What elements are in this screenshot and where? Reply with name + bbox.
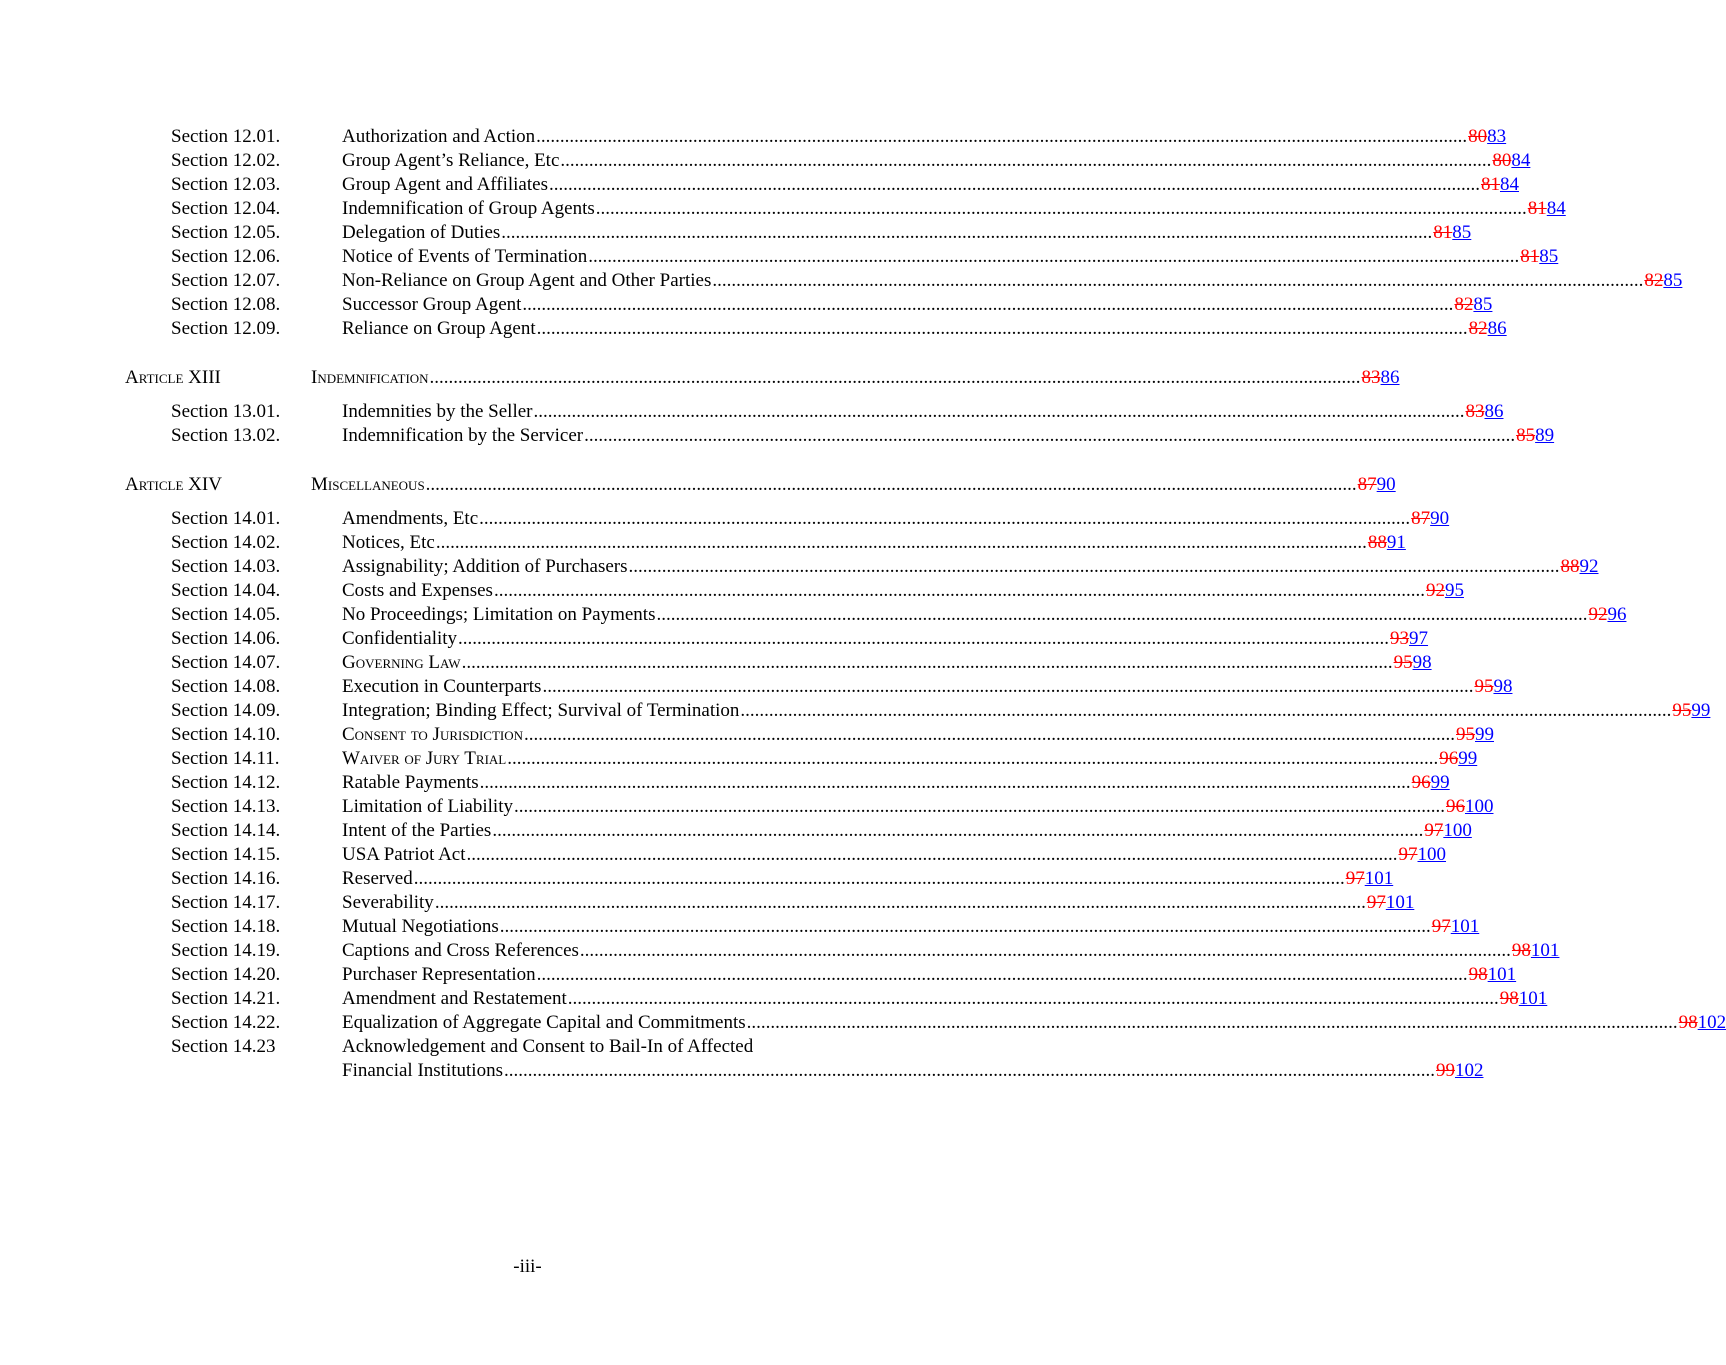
section-number: Section 14.17.	[171, 892, 281, 913]
inserted-page-link[interactable]: 99	[1458, 748, 1478, 769]
deleted-page-number: 99	[1435, 1060, 1455, 1081]
page-reference	[1528, 197, 1566, 221]
toc-entry-title: Indemnities by the Seller	[342, 401, 533, 422]
deleted-page-number: 97	[1345, 868, 1365, 889]
section-row	[0, 627, 1429, 651]
toc-entry-title: Captions and Cross References	[342, 940, 579, 961]
section-number: Section 12.06.	[171, 246, 281, 267]
section-number: Section 14.13.	[171, 796, 281, 817]
toc-entry-title: Successor Group Agent	[342, 294, 522, 315]
deleted-page-number: 96	[1411, 772, 1431, 793]
inserted-page-link[interactable]: 85	[1663, 270, 1683, 291]
inserted-page-link[interactable]: 99	[1430, 772, 1450, 793]
page-reference	[1426, 579, 1464, 603]
section-row	[0, 819, 1472, 843]
section-row	[0, 843, 1447, 867]
deleted-page-number: 98	[1678, 1012, 1698, 1033]
toc-entry-title: Indemnification	[311, 367, 429, 388]
toc-entry[interactable]	[342, 771, 1450, 795]
section-number: Section 13.02.	[171, 425, 281, 446]
inserted-page-link[interactable]: 89	[1535, 425, 1555, 446]
page-reference	[1672, 699, 1710, 723]
toc-entry-title: Delegation of Duties	[342, 222, 501, 243]
page-reference	[1469, 963, 1517, 987]
section-row	[0, 675, 1513, 699]
deleted-page-number: 88	[1367, 532, 1387, 553]
dot-leader: ....................................................................................................................................................................................................	[461, 652, 1393, 673]
toc-entry[interactable]	[342, 891, 1415, 915]
toc-entry[interactable]	[342, 795, 1494, 819]
page-number: -iii-	[513, 1256, 542, 1277]
inserted-page-link[interactable]: 100	[1443, 820, 1472, 841]
inserted-page-link[interactable]: 85	[1473, 294, 1493, 315]
section-number: Section 14.20.	[171, 964, 281, 985]
toc-entry[interactable]	[342, 915, 1480, 939]
toc-entry[interactable]	[342, 579, 1464, 603]
toc-entry-title: Indemnification by the Servicer	[342, 425, 584, 446]
toc-entry[interactable]	[342, 531, 1406, 555]
toc-entry-title: USA Patriot Act	[342, 844, 466, 865]
section-row	[0, 555, 1599, 579]
deleted-page-number: 81	[1480, 174, 1500, 195]
inserted-page-link[interactable]: 92	[1579, 556, 1599, 577]
section-row	[0, 221, 1472, 245]
inserted-page-link[interactable]: 101	[1450, 916, 1480, 937]
toc-entry-title: Governing Law	[342, 652, 461, 673]
dot-leader: ....................................................................................................................................................................................................	[425, 474, 1357, 495]
inserted-page-link[interactable]: 90	[1376, 474, 1396, 495]
dot-leader: ....................................................................................................................................................................................................	[492, 820, 1424, 841]
deleted-page-number: 95	[1672, 700, 1692, 721]
dot-leader: ....................................................................................................................................................................................................	[522, 294, 1454, 315]
dot-leader: ....................................................................................................................................................................................................	[429, 367, 1361, 388]
dot-leader: ....................................................................................................................................................................................................	[656, 604, 1588, 625]
deleted-page-number: 83	[1361, 367, 1381, 388]
toc-entry[interactable]	[342, 245, 1559, 269]
deleted-page-number: 97	[1366, 892, 1386, 913]
toc-entry[interactable]	[342, 963, 1517, 987]
dot-leader: ....................................................................................................................................................................................................	[560, 150, 1492, 171]
toc-entry-title: Integration; Binding Effect; Survival of Termination	[342, 700, 740, 721]
dot-leader: ....................................................................................................................................................................................................	[493, 580, 1425, 601]
dot-leader: ....................................................................................................................................................................................................	[628, 556, 1560, 577]
section-number: Section 14.07.	[171, 652, 281, 673]
toc-entry[interactable]	[342, 424, 1555, 448]
deleted-page-number: 98	[1499, 988, 1519, 1009]
toc-entry[interactable]	[342, 627, 1429, 651]
inserted-page-link[interactable]: 90	[1430, 508, 1450, 529]
page-reference	[1465, 400, 1503, 424]
toc-entry-title: Authorization and Action	[342, 126, 536, 147]
deleted-page-number: 98	[1468, 964, 1488, 985]
section-row	[0, 723, 1494, 747]
page-reference	[1469, 317, 1507, 341]
section-number: Section 14.23	[171, 1036, 276, 1057]
dot-leader: ....................................................................................................................................................................................................	[579, 940, 1511, 961]
dot-leader: ....................................................................................................................................................................................................	[542, 676, 1474, 697]
page-reference	[1644, 269, 1682, 293]
section-number: Section 14.16.	[171, 868, 281, 889]
toc-entry[interactable]	[342, 293, 1493, 317]
deleted-page-number: 85	[1516, 425, 1536, 446]
toc-entry[interactable]	[342, 1011, 1726, 1035]
inserted-page-link[interactable]: 96	[1607, 604, 1627, 625]
page-reference	[1588, 603, 1626, 627]
toc-entry-title: Assignability; Addition of Purchasers	[342, 556, 628, 577]
inserted-page-link[interactable]: 98	[1493, 676, 1513, 697]
toc-entry-title: Mutual Negotiations	[342, 916, 499, 937]
section-number: Section 14.12.	[171, 772, 281, 793]
toc-entry-title: Group Agent and Affiliates	[342, 174, 548, 195]
deleted-page-number: 82	[1644, 270, 1664, 291]
inserted-page-link[interactable]: 84	[1499, 174, 1519, 195]
section-number: Section 12.08.	[171, 294, 281, 315]
toc-entry-title-line: Acknowledgement and Consent to Bail-In of Affected	[342, 1036, 754, 1057]
toc-entry-title: Amendment and Restatement	[342, 988, 567, 1009]
toc-entry[interactable]	[311, 473, 1396, 497]
dot-leader: ....................................................................................................................................................................................................	[533, 401, 1465, 422]
page-reference	[1368, 531, 1406, 555]
page-reference	[1362, 366, 1400, 390]
section-row	[0, 915, 1480, 939]
toc-entry[interactable]	[342, 317, 1507, 341]
toc-entry[interactable]	[342, 507, 1450, 531]
section-row	[0, 651, 1432, 675]
section-row	[0, 317, 1507, 341]
section-number: Section 14.14.	[171, 820, 281, 841]
dot-leader: ....................................................................................................................................................................................................	[740, 700, 1672, 721]
dot-leader: ....................................................................................................................................................................................................	[584, 425, 1516, 446]
page-reference	[1512, 939, 1560, 963]
toc-entry[interactable]	[342, 867, 1394, 891]
toc-entry-title: Notice of Events of Termination	[342, 246, 588, 267]
deleted-page-number: 87	[1357, 474, 1377, 495]
dot-leader: ....................................................................................................................................................................................................	[413, 868, 1345, 889]
dot-leader: ....................................................................................................................................................................................................	[524, 724, 1455, 745]
inserted-page-link[interactable]: 102	[1697, 1012, 1726, 1033]
toc-entry[interactable]	[342, 651, 1432, 675]
section-number: Section 14.21.	[171, 988, 281, 1009]
dot-leader: ....................................................................................................................................................................................................	[567, 988, 1499, 1009]
deleted-page-number: 95	[1393, 652, 1413, 673]
deleted-page-number: 80	[1492, 150, 1512, 171]
toc-entry[interactable]	[342, 269, 1683, 293]
toc-entry-title: Reserved	[342, 868, 413, 889]
section-row	[0, 603, 1627, 627]
deleted-page-number: 97	[1398, 844, 1418, 865]
deleted-page-number: 82	[1454, 294, 1474, 315]
section-row	[0, 293, 1493, 317]
page-reference	[1394, 651, 1432, 675]
page-reference	[1481, 173, 1519, 197]
toc-entry-title: Execution in Counterparts	[342, 676, 542, 697]
section-number: Section 14.09.	[171, 700, 281, 721]
page-reference	[1432, 915, 1480, 939]
section-row	[0, 245, 1559, 269]
toc-entry[interactable]	[342, 675, 1513, 699]
inserted-page-link[interactable]: 102	[1454, 1060, 1484, 1081]
dot-leader: ....................................................................................................................................................................................................	[503, 1060, 1435, 1081]
toc-entry[interactable]	[342, 723, 1494, 747]
dot-leader: ....................................................................................................................................................................................................	[548, 174, 1480, 195]
toc-entry-title: Non-Reliance on Group Agent and Other Parties	[342, 270, 712, 291]
deleted-page-number: 80	[1468, 126, 1488, 147]
inserted-page-link[interactable]: 101	[1518, 988, 1548, 1009]
toc-entry[interactable]	[342, 221, 1472, 245]
inserted-page-link[interactable]: 97	[1409, 628, 1429, 649]
page-reference	[1516, 424, 1554, 448]
section-number: Section 12.01.	[171, 126, 281, 147]
toc-entry[interactable]	[342, 603, 1627, 627]
page-reference	[1390, 627, 1428, 651]
section-number: Section 13.01.	[171, 401, 281, 422]
section-number: Section 14.10.	[171, 724, 281, 745]
page-reference	[1346, 867, 1394, 891]
toc-entry[interactable]	[342, 747, 1478, 771]
section-number: Section 14.04.	[171, 580, 281, 601]
dot-leader: ....................................................................................................................................................................................................	[466, 844, 1398, 865]
page-reference	[1367, 891, 1415, 915]
toc-entry-title: Amendments, Etc	[342, 508, 479, 529]
section-row	[0, 197, 1566, 221]
deleted-page-number: 81	[1520, 246, 1540, 267]
section-row	[0, 699, 1711, 723]
deleted-page-number: 87	[1411, 508, 1431, 529]
toc-entry-title: Financial Institutions	[342, 1060, 503, 1081]
dot-leader: ....................................................................................................................................................................................................	[588, 246, 1520, 267]
section-number: Section 14.18.	[171, 916, 281, 937]
section-number: Section 12.04.	[171, 198, 281, 219]
page-reference	[1468, 125, 1506, 149]
inserted-page-link[interactable]: 98	[1412, 652, 1432, 673]
inserted-page-link[interactable]: 101	[1487, 964, 1517, 985]
page-reference	[1561, 555, 1599, 579]
article-row	[0, 366, 1400, 390]
inserted-page-link[interactable]: 86	[1380, 367, 1400, 388]
dot-leader: ....................................................................................................................................................................................................	[746, 1012, 1678, 1033]
toc-entry-title: Intent of the Parties	[342, 820, 492, 841]
toc-entry-title: Miscellaneous	[311, 474, 425, 495]
toc-entry[interactable]	[342, 843, 1447, 867]
section-row	[0, 579, 1464, 603]
deleted-page-number: 95	[1456, 724, 1475, 745]
inserted-page-link[interactable]: 99	[1691, 700, 1711, 721]
dot-leader: ....................................................................................................................................................................................................	[435, 532, 1367, 553]
section-row	[0, 269, 1683, 293]
toc-entry[interactable]	[342, 987, 1548, 1011]
page-reference	[1454, 293, 1492, 317]
page-reference	[1433, 221, 1471, 245]
toc-entry-title: No Proceedings; Limitation on Payments	[342, 604, 656, 625]
inserted-page-link[interactable]: 83	[1487, 126, 1507, 147]
section-number: Section 14.01.	[171, 508, 281, 529]
toc-entry-title: Consent to Jurisdiction	[342, 724, 523, 745]
toc-entry[interactable]	[311, 366, 1400, 390]
section-row	[0, 531, 1406, 555]
deleted-page-number: 93	[1390, 628, 1410, 649]
article-row	[0, 473, 1396, 497]
dot-leader: ....................................................................................................................................................................................................	[536, 964, 1468, 985]
page-reference	[1492, 149, 1530, 173]
section-number: Section 14.02.	[171, 532, 281, 553]
page-reference	[1446, 795, 1494, 819]
page-reference	[1456, 723, 1494, 747]
inserted-page-link[interactable]: 95	[1444, 580, 1464, 601]
inserted-page-link[interactable]: 86	[1487, 318, 1507, 339]
toc-entry-title: Waiver of Jury Trial	[342, 748, 507, 769]
section-number: Section 14.06.	[171, 628, 281, 649]
dot-leader: ....................................................................................................................................................................................................	[501, 222, 1433, 243]
deleted-page-number: 82	[1468, 318, 1488, 339]
deleted-page-number: 83	[1465, 401, 1485, 422]
dot-leader: ....................................................................................................................................................................................................	[479, 772, 1411, 793]
section-row	[0, 507, 1450, 531]
page-reference	[1424, 819, 1472, 843]
page-reference	[1358, 473, 1396, 497]
section-number: Section 14.11.	[171, 748, 280, 769]
deleted-page-number: 96	[1445, 796, 1465, 817]
section-row	[0, 891, 1415, 915]
page-reference	[1399, 843, 1447, 867]
toc-entry-title: Purchaser Representation	[342, 964, 536, 985]
section-row	[0, 939, 1560, 963]
page-reference	[1474, 675, 1512, 699]
section-number: Section 14.22.	[171, 1012, 281, 1033]
section-number: Section 14.19.	[171, 940, 281, 961]
section-number: Section 12.09.	[171, 318, 281, 339]
section-number: Section 12.07.	[171, 270, 281, 291]
dot-leader: ....................................................................................................................................................................................................	[536, 126, 1468, 147]
page-reference	[1520, 245, 1558, 269]
toc-entry[interactable]	[342, 699, 1711, 723]
section-row	[0, 867, 1394, 891]
dot-leader: ....................................................................................................................................................................................................	[499, 916, 1431, 937]
inserted-page-link[interactable]: 85	[1452, 222, 1472, 243]
deleted-page-number: 98	[1511, 940, 1531, 961]
toc-entry-title: Indemnification of Group Agents	[342, 198, 595, 219]
inserted-page-link[interactable]: 101	[1364, 868, 1394, 889]
toc-entry[interactable]	[342, 197, 1566, 221]
section-number: Section 12.02.	[171, 150, 281, 171]
dot-leader: ....................................................................................................................................................................................................	[536, 318, 1468, 339]
section-row	[0, 400, 1504, 424]
page-reference	[1679, 1011, 1726, 1035]
deleted-page-number: 96	[1439, 748, 1459, 769]
inserted-page-link[interactable]: 84	[1511, 150, 1531, 171]
dot-leader: ....................................................................................................................................................................................................	[479, 508, 1411, 529]
article-number: Article XIV	[125, 474, 222, 495]
inserted-page-link[interactable]: 101	[1530, 940, 1560, 961]
page-reference	[1411, 507, 1449, 531]
inserted-page-link[interactable]: 91	[1386, 532, 1406, 553]
toc-entry-title: Confidentiality	[342, 628, 458, 649]
section-number: Section 12.05.	[171, 222, 281, 243]
deleted-page-number: 81	[1527, 198, 1547, 219]
deleted-page-number: 95	[1474, 676, 1494, 697]
deleted-page-number: 88	[1560, 556, 1580, 577]
toc-entry[interactable]	[342, 125, 1507, 149]
toc-entry[interactable]	[342, 555, 1599, 579]
toc-entry[interactable]	[342, 149, 1531, 173]
page-reference	[1500, 987, 1548, 1011]
section-row	[0, 125, 1507, 149]
toc-entry-title: Costs and Expenses	[342, 580, 493, 601]
toc-entry[interactable]	[342, 939, 1560, 963]
section-number: Section 14.05.	[171, 604, 281, 625]
article-number: Article XIII	[125, 367, 221, 388]
page-reference	[1436, 1059, 1484, 1083]
page-reference	[1412, 771, 1450, 795]
deleted-page-number: 97	[1431, 916, 1451, 937]
inserted-page-link[interactable]: 101	[1385, 892, 1415, 913]
inserted-page-link[interactable]: 100	[1464, 796, 1494, 817]
dot-leader: ....................................................................................................................................................................................................	[712, 270, 1644, 291]
toc-entry[interactable]	[342, 1059, 1484, 1083]
dot-leader: ....................................................................................................................................................................................................	[434, 892, 1366, 913]
section-number: Section 14.08.	[171, 676, 281, 697]
dot-leader: ....................................................................................................................................................................................................	[458, 628, 1390, 649]
toc-entry[interactable]	[342, 400, 1504, 424]
toc-entry[interactable]	[342, 819, 1472, 843]
inserted-page-link[interactable]: 85	[1539, 246, 1559, 267]
toc-entry-title: Group Agent’s Reliance, Etc	[342, 150, 560, 171]
deleted-page-number: 81	[1433, 222, 1453, 243]
toc-entry-title: Limitation of Liability	[342, 796, 513, 817]
section-number: Section 14.15.	[171, 844, 281, 865]
section-row	[0, 1011, 1726, 1035]
section-row	[0, 795, 1494, 819]
toc-entry[interactable]	[342, 173, 1519, 197]
dot-leader: ....................................................................................................................................................................................................	[513, 796, 1445, 817]
section-row	[0, 173, 1519, 197]
toc-entry-title: Reliance on Group Agent	[342, 318, 536, 339]
toc-entry-title: Ratable Payments	[342, 772, 479, 793]
deleted-page-number: 97	[1424, 820, 1444, 841]
toc-entry-title: Severability	[342, 892, 434, 913]
section-row	[0, 747, 1478, 771]
page-reference	[1439, 747, 1477, 771]
section-row	[0, 987, 1548, 1011]
section-number: Section 12.03.	[171, 174, 281, 195]
section-row	[0, 963, 1517, 987]
section-row	[0, 149, 1531, 173]
toc-entry-title: Notices, Etc	[342, 532, 435, 553]
inserted-page-link[interactable]: 86	[1484, 401, 1504, 422]
dot-leader: ....................................................................................................................................................................................................	[595, 198, 1527, 219]
section-row	[0, 424, 1555, 448]
section-row	[0, 771, 1450, 795]
section-number: Section 14.03.	[171, 556, 281, 577]
deleted-page-number: 92	[1588, 604, 1608, 625]
inserted-page-link[interactable]: 100	[1417, 844, 1447, 865]
inserted-page-link[interactable]: 99	[1475, 724, 1494, 745]
dot-leader: ....................................................................................................................................................................................................	[507, 748, 1439, 769]
inserted-page-link[interactable]: 84	[1546, 198, 1566, 219]
section-row	[0, 1035, 1484, 1083]
deleted-page-number: 92	[1425, 580, 1445, 601]
toc-entry-title: Equalization of Aggregate Capital and Commitments	[342, 1012, 746, 1033]
